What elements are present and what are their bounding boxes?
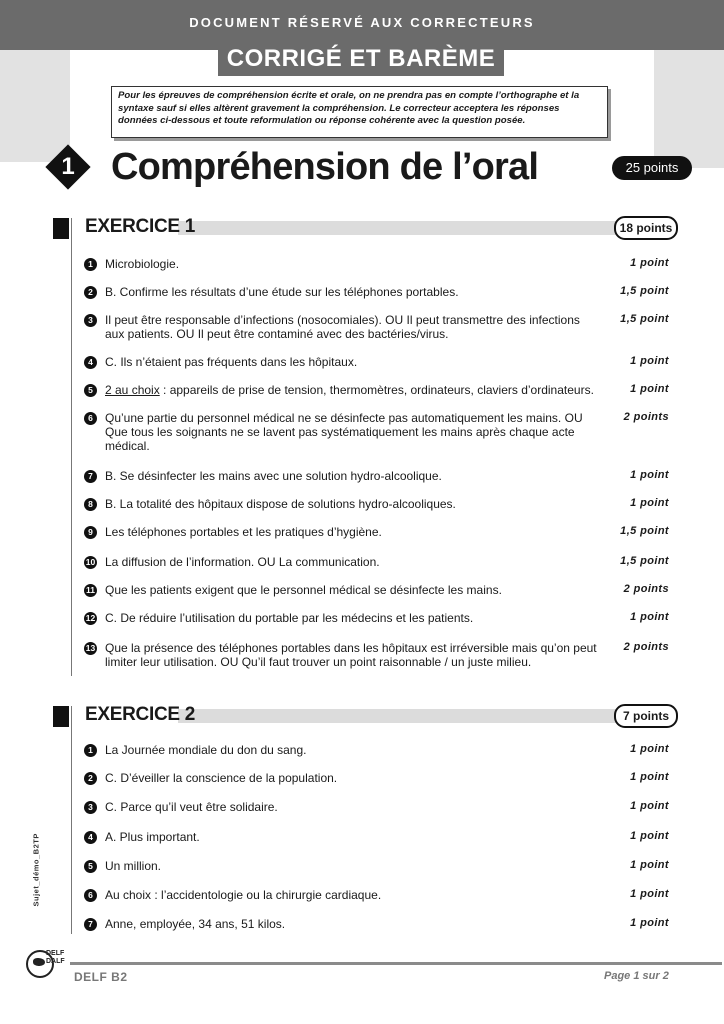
answer-number-badge: 2 [84, 772, 97, 785]
exercise2-title: EXERCICE 2 [85, 704, 195, 725]
answer-points: 1 point [630, 888, 669, 900]
answer-text: Un million. [105, 859, 162, 873]
delf-dalf-logo [22, 944, 66, 984]
answer-number-badge: 10 [85, 557, 96, 567]
answer-number-badge: 4 [84, 831, 97, 844]
notice-box: Pour les épreuves de compréhension écrite et orale, on ne prendra pas en compte l’orthographe et la syntaxe sauf si elles altèrent gravement la compréhension. Le correcteur acceptera les réponses données ci-dessous et toute reformulation ou réponse cohérente avec la question posée. [111, 86, 608, 138]
answer-row [84, 411, 674, 453]
answer-text: Il peut être responsable d’infections (nosocomiales). OU Il peut transmettre des infections aux patients. OU Il peut être contaminé avec des bactéries/virus. [105, 313, 580, 341]
reserved-label: DOCUMENT RÉSERVÉ AUX CORRECTEURS [189, 15, 535, 30]
exercise2-marker [53, 706, 69, 727]
answer-text: B. La totalité des hôpitaux dispose de solutions hydro-alcooliques. [105, 497, 456, 511]
answer-row [84, 888, 674, 908]
answer-number-badge: 2 [84, 286, 97, 299]
answer-text: B. Se désinfecter les mains avec une solution hydro-alcoolique. [105, 469, 442, 483]
answer-number-badge: 9 [84, 526, 97, 539]
answer-points: 1,5 point [620, 555, 669, 567]
answer-row [84, 257, 674, 277]
answer-number-badge: 7 [84, 470, 97, 483]
footer-page-number: Page 1 sur 2 [604, 970, 669, 982]
exercise1-marker [53, 218, 69, 239]
answer-row [84, 497, 674, 517]
answer-text: La Journée mondiale du don du sang. [105, 743, 307, 757]
answer-points: 1,5 point [620, 525, 669, 537]
answer-number-badge: 6 [84, 889, 97, 902]
answer-text: Que les patients exigent que le personnel médical se désinfecte les mains. [105, 583, 502, 597]
answer-number-badge: 8 [84, 498, 97, 511]
answer-text: Qu’une partie du personnel médical ne se désinfecte pas automatiquement les mains. OU Que tous les soignants ne se lavent pas systématiquement les mains après chaque acte médical. [105, 411, 583, 453]
answer-number-badge: 12 [85, 613, 96, 623]
answer-number-badge: 11 [86, 585, 95, 595]
answer-row [84, 383, 674, 403]
decor-right [654, 50, 724, 168]
answer-number-badge: 3 [84, 801, 97, 814]
answer-text: Les téléphones portables et les pratiques d’hygiène. [105, 525, 382, 539]
answer-text: Microbiologie. [105, 257, 180, 271]
logo-text: DELF DALF [46, 950, 65, 965]
answer-text: Anne, employée, 34 ans, 51 kilos. [105, 917, 286, 931]
answer-number-badge: 3 [84, 314, 97, 327]
answer-row [84, 285, 674, 305]
answer-points: 1 point [630, 497, 669, 509]
answer-text: La diffusion de l’information. OU La communication. [105, 555, 380, 569]
answer-row [84, 611, 674, 631]
section-title: Compréhension de l’oral [111, 146, 539, 188]
answer-row [84, 743, 674, 763]
exercise1-rule [71, 218, 72, 676]
answer-points: 2 points [623, 583, 669, 595]
side-code-text: Sujet_démo_B2TP [31, 833, 41, 907]
answer-number-badge: 6 [84, 412, 97, 425]
answer-points: 1 point [630, 355, 669, 367]
answer-number-badge: 5 [84, 384, 97, 397]
answer-number-badge: 5 [84, 860, 97, 873]
footer-exam-label: DELF B2 [74, 970, 128, 984]
answer-points: 1 point [630, 771, 669, 783]
exercise1-title: EXERCICE 1 [85, 216, 195, 237]
answer-number-badge: 1 [84, 258, 97, 271]
answer-number-badge: 7 [84, 918, 97, 931]
answer-points: 2 points [623, 411, 669, 423]
exercise1-bar [178, 221, 623, 235]
answer-row [84, 830, 674, 850]
answer-points: 1 point [630, 743, 669, 755]
answer-row [84, 859, 674, 879]
answer-row [84, 771, 674, 791]
answer-points: 1 point [630, 611, 669, 623]
answer-row [84, 583, 674, 603]
answer-points: 1 point [630, 859, 669, 871]
answer-text: Au choix : l’accidentologie ou la chirurgie cardiaque. [105, 888, 382, 902]
side-code [30, 828, 42, 908]
answer-points: 2 points [623, 641, 669, 653]
answer-row [84, 469, 674, 489]
exercise2-points-badge: 7 points [614, 704, 678, 728]
answer-points: 1,5 point [620, 313, 669, 325]
answer-number-badge: 1 [84, 744, 97, 757]
answer-text: C. Ils n’étaient pas fréquents dans les hôpitaux. [105, 355, 358, 369]
answer-text: C. De réduire l’utilisation du portable par les médecins et les patients. [105, 611, 474, 625]
answer-text [105, 383, 600, 397]
document-title: CORRIGÉ ET BARÈME [218, 42, 504, 76]
answer-text: C. D’éveiller la conscience de la population. [105, 771, 338, 785]
answer-points: 1 point [630, 830, 669, 842]
decor-left [0, 50, 70, 162]
answer-points: 1,5 point [620, 285, 669, 297]
answer-row [84, 555, 674, 575]
answer-row [84, 525, 674, 545]
answer-prefix: 2 au choix [105, 383, 160, 397]
answer-points: 1 point [630, 257, 669, 269]
answer-row [84, 641, 674, 669]
answer-points: 1 point [630, 383, 669, 395]
answer-points: 1 point [630, 800, 669, 812]
exercise2-rule [71, 706, 72, 934]
answer-number-badge: 13 [85, 643, 96, 653]
answer-row [84, 917, 674, 937]
answer-row [84, 800, 674, 820]
answer-text: Que la présence des téléphones portables dans les hôpitaux est irréversible mais qu’on peut limiter leur utilisation. OU Qu’il faut trouver un point raisonnable / un juste milieu. [105, 641, 597, 669]
section-number: 1 [61, 153, 75, 180]
exercise1-points-badge: 18 points [614, 216, 678, 240]
answer-row [84, 355, 674, 375]
exercise2-bar [178, 709, 623, 723]
answer-row [84, 313, 674, 341]
answer-points: 1 point [630, 917, 669, 929]
answer-text: B. Confirme les résultats d’une étude sur les téléphones portables. [105, 285, 459, 299]
section-points-badge: 25 points [612, 156, 692, 180]
answer-text-rest: : appareils de prise de tension, thermomètres, ordinateurs, claviers d’ordinateurs. [159, 383, 594, 397]
answer-text: C. Parce qu’il veut être solidaire. [105, 800, 278, 814]
answer-text: A. Plus important. [105, 830, 200, 844]
footer-rule [70, 962, 722, 965]
answer-points: 1 point [630, 469, 669, 481]
answer-number-badge: 4 [84, 356, 97, 369]
